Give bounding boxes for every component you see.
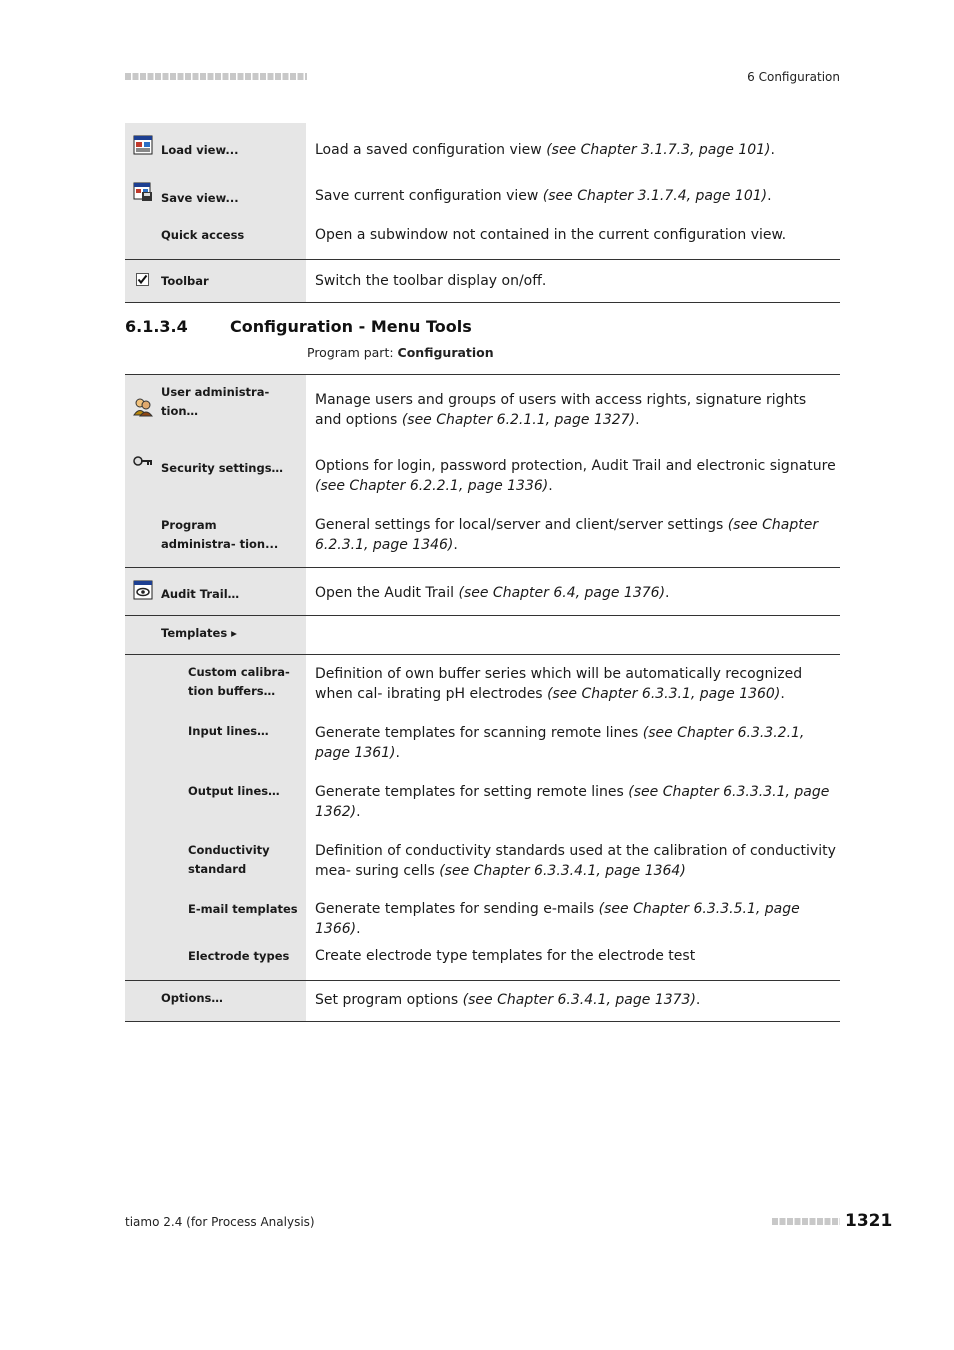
table-row [125,375,840,442]
menu-item-user-administration[interactable]: User administra- tion… [161,385,270,418]
tools-menu-table [125,374,840,1022]
section-title: Configuration - Menu Tools [230,317,472,336]
menu-item-save-view[interactable]: Save view... [161,191,239,205]
table-row [125,441,840,497]
table-row [125,497,840,568]
table-row [125,892,840,939]
menu-item-description: Definition of conductivity standards used at the calibration of conductivity mea- suring cells (see Chapter 6.3.3.4.1, page 1364) [315,843,836,879]
audit-trail-icon [133,580,153,600]
table-row [125,833,840,892]
checkbox-checked-icon [136,273,149,286]
menu-item-email-templates[interactable]: E-mail templates [188,902,298,916]
menu-item-description: Generate templates for scanning remote lines (see Chapter 6.3.3.2.1, page 1361). [315,725,805,761]
menu-item-description: Generate templates for sending e-mails (see Chapter 6.3.3.5.1, page 1366). [315,901,800,937]
footer-product: tiamo 2.4 (for Process Analysis) [125,1215,315,1229]
menu-item-quick-access[interactable]: Quick access [161,228,245,242]
footer-decoration [772,1218,840,1225]
table-row [125,568,840,616]
menu-item-description: Generate templates for setting remote lines (see Chapter 6.3.3.3.1, page 1362). [315,784,830,820]
menu-item-load-view[interactable]: Load view... [161,143,239,157]
program-part: Program part: Configuration [307,345,494,360]
menu-item-options[interactable]: Options… [161,991,223,1005]
menu-item-toolbar[interactable]: Toolbar [161,274,209,288]
menu-item-description: Definition of own buffer series which will be automatically recognized when cal- ibrating pH electrodes (see Chapter 6.3.3.1, page 1360). [315,666,803,702]
page-number: 1321 [845,1211,893,1231]
table-row [125,981,840,1022]
menu-item-description: Open a subwindow not contained in the current configuration view. [315,227,787,243]
table-row [125,715,840,774]
menu-item-description: Create electrode type templates for the electrode test [315,948,696,964]
key-icon [133,455,153,467]
load-view-icon [133,135,153,155]
menu-item-description: General settings for local/server and client/server settings (see Chapter 6.2.3.1, page 1346). [315,517,819,553]
menu-item-description: Switch the toolbar display on/off. [315,273,547,289]
table-row [125,655,840,716]
menu-item-description: Options for login, password protection, Audit Trail and electronic signature (see Chapter 6.2.2.1, page 1336). [315,458,836,494]
menu-item-description: Save current configuration view (see Chapter 3.1.7.4, page 101). [315,188,772,204]
menu-item-custom-calibration-buffers[interactable]: Custom calibra- tion buffers… [188,665,290,698]
user-administration-icon [133,397,153,417]
menu-item-description: Manage users and groups of users with access rights, signature rights and options (see Chapter 6.2.1.1, page 1327). [315,392,807,428]
table-row [125,172,840,213]
table-row [125,123,840,172]
header-decoration [125,73,307,80]
view-menu-table [125,123,840,303]
menu-item-output-lines[interactable]: Output lines… [188,784,280,798]
table-row [125,616,840,655]
table-row [125,939,840,981]
menu-item-description: Load a saved configuration view (see Chapter 3.1.7.3, page 101). [315,142,775,158]
menu-item-input-lines[interactable]: Input lines… [188,724,269,738]
chapter-heading: 6 Configuration [747,70,840,84]
section-number: 6.1.3.4 [125,317,188,336]
table-row [125,260,840,303]
menu-item-audit-trail[interactable]: Audit Trail… [161,587,240,601]
menu-item-program-administration[interactable]: Program administra- tion... [161,518,279,551]
save-view-icon [133,182,153,202]
menu-item-description: Set program options (see Chapter 6.3.4.1, page 1373). [315,992,701,1008]
menu-item-description: Open the Audit Trail (see Chapter 6.4, page 1376). [315,585,670,601]
table-row [125,774,840,833]
menu-item-templates[interactable]: Templates ▸ [161,626,237,640]
table-row [125,213,840,260]
menu-item-security-settings[interactable]: Security settings… [161,461,284,475]
menu-item-conductivity-standard[interactable]: Conductivity standard [188,843,270,876]
menu-item-electrode-types[interactable]: Electrode types [188,949,290,963]
